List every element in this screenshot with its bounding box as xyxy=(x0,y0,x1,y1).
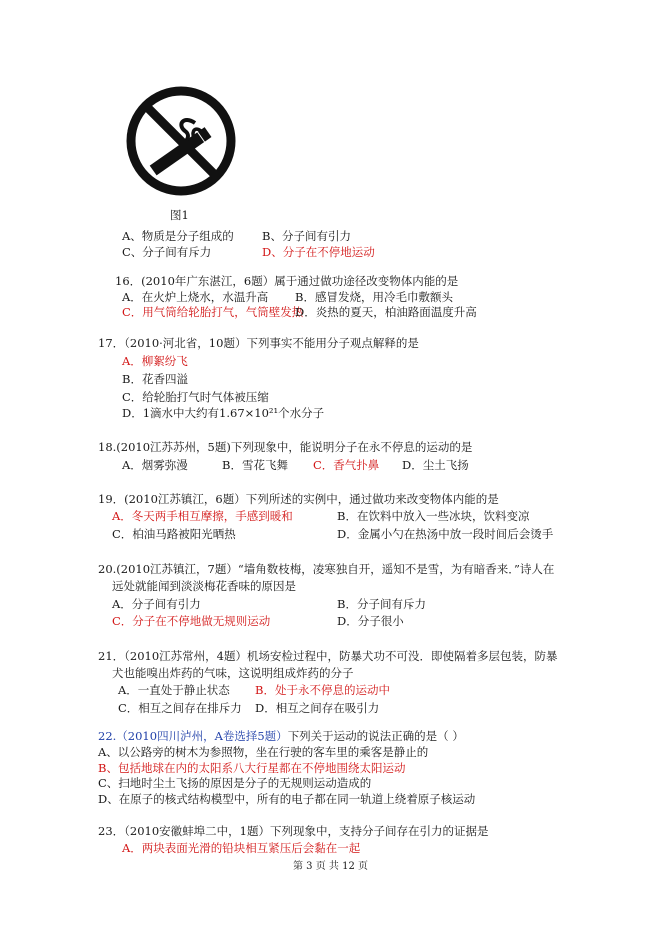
q18-stem: 18.(2010江苏苏州，5题)下列现象中，能说明分子在永不停息的运动的是 xyxy=(98,440,473,454)
q23-stem: 23．（2010安徽蚌埠二中，1题）下列现象中，支持分子间存在引力的证据是 xyxy=(98,824,489,838)
q22-stem-line xyxy=(98,729,464,743)
q16-stem: 16．(2010年广东湛江，6题）属于通过做功途径改变物体内能的是 xyxy=(115,274,459,288)
q17-option-d: D．1滴水中大约有1.67×10²¹个水分子 xyxy=(122,406,325,420)
q17-option-b: B．花香四溢 xyxy=(122,372,188,386)
q16-option-d: D．炎热的夏天，柏油路面温度升高 xyxy=(295,305,477,319)
q18-option-b: B．雪花飞舞 xyxy=(222,458,288,472)
q15-option-c: C、分子间有斥力 xyxy=(122,245,212,259)
no-smoking-icon xyxy=(125,85,237,197)
q18-option-d: D．尘土飞扬 xyxy=(402,458,469,472)
q19-option-d: D．金属小勺在热汤中放一段时间后会烫手 xyxy=(337,527,554,541)
q16-option-c-answer: C．用气筒给轮胎打气，气筒壁发热 xyxy=(122,305,304,319)
q23-option-a-answer: A．两块表面光滑的铅块相互紧压后会黏在一起 xyxy=(122,841,361,855)
q16-option-b: B．感冒发烧，用冷毛巾敷额头 xyxy=(295,290,453,304)
q17-stem: 17．（2010·河北省，10题）下列事实不能用分子观点解释的是 xyxy=(98,336,419,350)
q20-option-b: B．分子间有斥力 xyxy=(337,597,426,611)
q20-option-c-answer: C．分子在不停地做无规则运动 xyxy=(112,614,271,628)
q22-stem: 下列关于运动的说法正确的是（ ） xyxy=(287,729,464,743)
q17-option-a-answer: A．柳絮纷飞 xyxy=(122,354,188,368)
q19-stem: 19．(2010江苏镇江，6题）下列所述的实例中，通过做功来改变物体内能的是 xyxy=(98,492,499,506)
q20-option-a: A．分子间有引力 xyxy=(112,597,201,611)
q17-option-c: C．给轮胎打气时气体被压缩 xyxy=(122,390,269,404)
q20-option-d: D．分子很小 xyxy=(337,614,404,628)
q18-option-a: A．烟雾弥漫 xyxy=(122,458,188,472)
figure-caption: 图1 xyxy=(170,208,189,222)
q21-option-a: A．一直处于静止状态 xyxy=(118,683,230,697)
q22-source: （2010四川泸州，A卷选择5题） xyxy=(116,729,288,743)
q20-stem-line1: 20.(2010江苏镇江，7题）“墙角数枝梅，凌寒独自开，遥知不是雪，为有暗香来．”诗人在 xyxy=(98,562,555,576)
q20-stem-line2: 远处就能闻到淡淡梅花香味的原因是 xyxy=(112,579,296,593)
q21-option-b-answer: B．处于永不停息的运动中 xyxy=(255,683,390,697)
q22-option-a: A、以公路旁的树木为参照物，坐在行驶的客车里的乘客是静止的 xyxy=(98,745,429,759)
q22-number: 22. xyxy=(98,729,117,743)
q15-option-d-answer: D、分子在不停地运动 xyxy=(262,245,375,259)
q21-stem-line2: 犬也能嗅出炸药的气味，这说明组成炸药的分子 xyxy=(112,666,354,680)
q21-option-c: C．相互之间存在排斥力 xyxy=(118,701,242,715)
q19-option-c: C．柏油马路被阳光晒热 xyxy=(112,527,236,541)
q21-option-d: D．相互之间存在吸引力 xyxy=(255,701,380,715)
q19-option-b: B．在饮料中放入一些冰块，饮料变凉 xyxy=(337,509,530,523)
q19-option-a-answer: A．冬天两手相互摩擦，手感到暖和 xyxy=(112,509,293,523)
q15-option-a: A、物质是分子组成的 xyxy=(122,229,234,243)
q22-option-d: D、在原子的核式结构模型中，所有的电子都在同一轨道上绕着原子核运动 xyxy=(98,792,476,806)
q22-option-c: C、扫地时尘土飞扬的原因是分子的无规则运动造成的 xyxy=(98,776,372,790)
q15-option-b: B、分子间有引力 xyxy=(262,229,351,243)
q16-option-a: A．在火炉上烧水，水温升高 xyxy=(122,290,269,304)
q22-option-b-answer: B、包括地球在内的太阳系八大行星都在不停地围绕太阳运动 xyxy=(98,761,406,775)
q21-stem-line1: 21．（2010江苏常州，4题）机场安检过程中，防暴犬功不可没．即使隔着多层包装，防暴 xyxy=(98,649,558,663)
q18-option-c-answer: C．香气扑鼻 xyxy=(313,458,380,472)
page-footer: 第 3 页 共 12 页 xyxy=(293,861,368,872)
